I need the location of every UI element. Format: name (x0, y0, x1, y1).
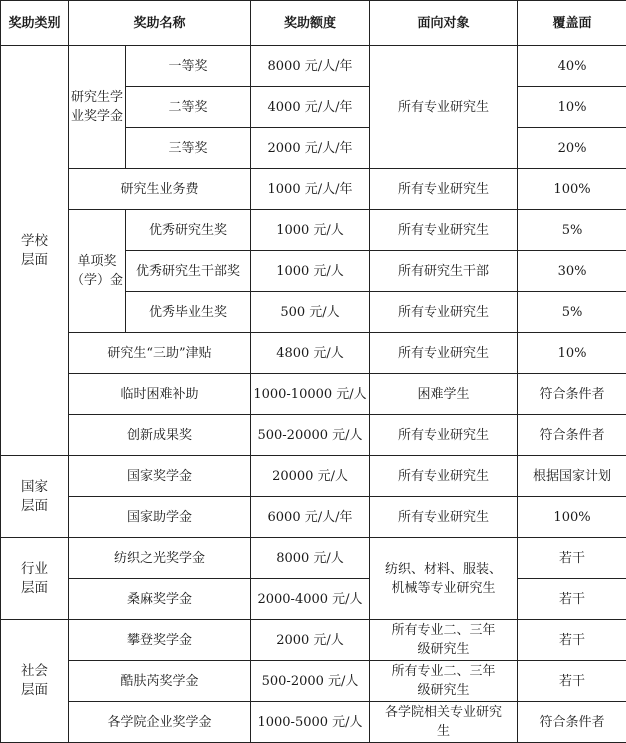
award-target: 所有专业研究生 (370, 210, 518, 251)
award-coverage: 若干 (518, 579, 626, 620)
award-target: 纺织、材料、服装、机械等专业研究生 (370, 538, 518, 620)
category-industry: 行业层面 (1, 538, 69, 620)
table-row (1, 415, 626, 456)
table-row (1, 620, 626, 661)
award-name: 三等奖 (126, 128, 251, 169)
award-name: 纺织之光奖学金 (69, 538, 251, 579)
award-amount: 1000 元/人 (251, 210, 370, 251)
award-amount: 500 元/人 (251, 292, 370, 333)
award-coverage: 符合条件者 (518, 702, 626, 743)
award-target: 所有专业二、三年级研究生 (370, 620, 518, 661)
header-row (1, 1, 626, 46)
award-name: 酷肤芮奖学金 (69, 661, 251, 702)
award-amount: 1000 元/人/年 (251, 169, 370, 210)
award-target: 困难学生 (370, 374, 518, 415)
table-row (1, 374, 626, 415)
table-row (1, 46, 626, 87)
award-coverage: 若干 (518, 620, 626, 661)
award-name: 国家奖学金 (69, 456, 251, 497)
award-coverage: 10% (518, 87, 626, 128)
award-name: 研究生业务费 (69, 169, 251, 210)
award-target: 各学院相关专业研究生 (370, 702, 518, 743)
award-amount: 4000 元/人/年 (251, 87, 370, 128)
award-amount: 4800 元/人 (251, 333, 370, 374)
award-target: 所有专业研究生 (370, 46, 518, 169)
award-amount: 1000 元/人 (251, 251, 370, 292)
award-amount: 6000 元/人/年 (251, 497, 370, 538)
award-name: 一等奖 (126, 46, 251, 87)
header-amount: 奖助额度 (251, 1, 370, 46)
table-row (1, 210, 626, 251)
award-target: 所有专业研究生 (370, 292, 518, 333)
award-target: 所有专业研究生 (370, 497, 518, 538)
award-coverage: 若干 (518, 661, 626, 702)
award-name: 桑麻奖学金 (69, 579, 251, 620)
award-name: 研究生“三助”津贴 (69, 333, 251, 374)
award-amount: 2000-4000 元/人 (251, 579, 370, 620)
table-row (1, 702, 626, 743)
award-coverage: 20% (518, 128, 626, 169)
award-name: 攀登奖学金 (69, 620, 251, 661)
award-amount: 2000 元/人 (251, 620, 370, 661)
award-amount: 8000 元/人 (251, 538, 370, 579)
award-coverage: 40% (518, 46, 626, 87)
award-amount: 8000 元/人/年 (251, 46, 370, 87)
table-row (1, 456, 626, 497)
award-target: 所有研究生干部 (370, 251, 518, 292)
award-coverage: 100% (518, 497, 626, 538)
award-coverage: 符合条件者 (518, 415, 626, 456)
award-name: 优秀研究生干部奖 (126, 251, 251, 292)
award-name: 各学院企业奖学金 (69, 702, 251, 743)
award-coverage: 若干 (518, 538, 626, 579)
group-single-award: 单项奖（学）金 (69, 210, 126, 333)
category-school: 学校层面 (1, 46, 69, 456)
award-amount: 20000 元/人 (251, 456, 370, 497)
header-name: 奖助名称 (69, 1, 251, 46)
award-coverage: 10% (518, 333, 626, 374)
award-name: 创新成果奖 (69, 415, 251, 456)
header-target: 面向对象 (370, 1, 518, 46)
table-row (1, 661, 626, 702)
award-name: 二等奖 (126, 87, 251, 128)
award-target: 所有专业研究生 (370, 333, 518, 374)
table-row (1, 333, 626, 374)
award-coverage: 根据国家计划 (518, 456, 626, 497)
award-coverage: 100% (518, 169, 626, 210)
award-coverage: 5% (518, 210, 626, 251)
table-row (1, 538, 626, 579)
table-row (1, 497, 626, 538)
award-target: 所有专业研究生 (370, 456, 518, 497)
award-coverage: 30% (518, 251, 626, 292)
header-category: 奖助类别 (1, 1, 69, 46)
award-target: 所有专业研究生 (370, 415, 518, 456)
award-target: 所有专业二、三年级研究生 (370, 661, 518, 702)
award-name: 优秀毕业生奖 (126, 292, 251, 333)
award-coverage: 5% (518, 292, 626, 333)
table-row (1, 169, 626, 210)
category-national: 国家层面 (1, 456, 69, 538)
header-coverage: 覆盖面 (518, 1, 626, 46)
award-amount: 2000 元/人/年 (251, 128, 370, 169)
award-target: 所有专业研究生 (370, 169, 518, 210)
award-name: 临时困难补助 (69, 374, 251, 415)
category-society: 社会层面 (1, 620, 69, 743)
award-amount: 500-2000 元/人 (251, 661, 370, 702)
award-name: 优秀研究生奖 (126, 210, 251, 251)
award-amount: 500-20000 元/人 (251, 415, 370, 456)
award-amount: 1000-5000 元/人 (251, 702, 370, 743)
award-amount: 1000-10000 元/人 (251, 374, 370, 415)
group-academic-scholarship: 研究生学业奖学金 (69, 46, 126, 169)
table-row (1, 579, 626, 620)
award-name: 国家助学金 (69, 497, 251, 538)
award-coverage: 符合条件者 (518, 374, 626, 415)
